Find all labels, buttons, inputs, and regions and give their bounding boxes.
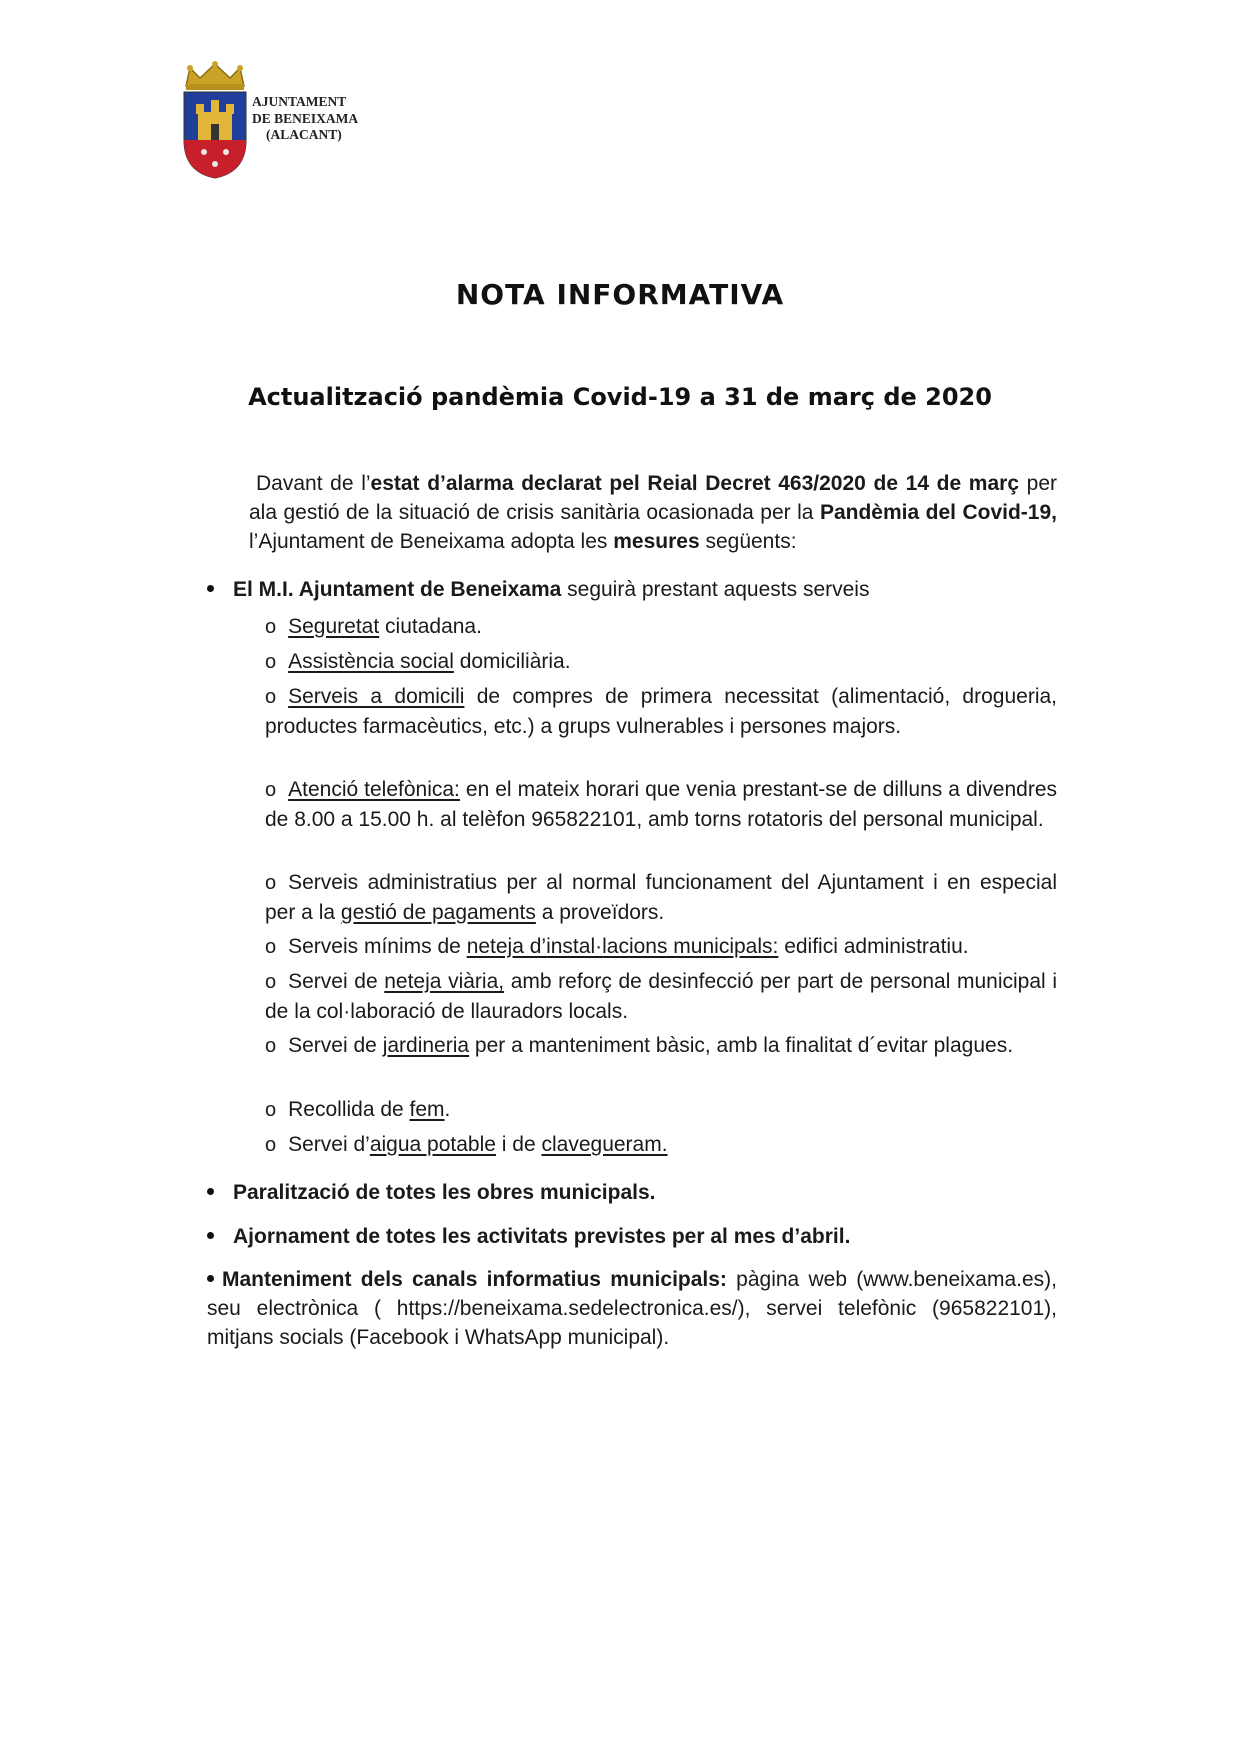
service-text-pre: Servei de: [288, 1034, 383, 1057]
intro-text-1: Davant de l’: [256, 472, 371, 495]
service-item: [265, 967, 1057, 1026]
service-text: edifici administratiu.: [778, 935, 969, 958]
bullet-icon: [207, 1275, 214, 1282]
bullet-activities: [207, 1222, 850, 1251]
circle-bullet-icon: o: [265, 616, 277, 638]
bullet-works-text: Paralització de totes les obres municipals.: [233, 1181, 656, 1204]
service-item: [265, 1095, 1057, 1125]
service-text: a proveïdors.: [535, 901, 665, 924]
service-item: [265, 682, 1057, 741]
page-subtitle: Actualització pandèmia Covid-19 a 31 de març de 2020: [248, 383, 992, 411]
service-text-pre: Servei de: [288, 970, 385, 993]
intro-text-2: per ala gestió de la situació de crisis sanitària ocasionada per la: [249, 472, 1058, 524]
service-text-pre: Serveis administratius per al normal funcionament del Ajuntament i en especial per a la: [265, 871, 1057, 924]
intro-bold-3: mesures: [613, 530, 700, 553]
bullet-services-text: seguirà prestant aquests serveis: [561, 578, 870, 601]
service-text: en el mateix horari que venia prestant-se de dilluns a divendres de 8.00 a 15.00 h. al telèfon 965822101, amb torns rotatoris del personal municipal.: [265, 778, 1058, 831]
service-text: per a manteniment bàsic, amb la finalitat d´evitar plagues.: [469, 1034, 1014, 1057]
logo-text: [252, 94, 380, 144]
service-text-pre: Recollida de: [288, 1098, 410, 1121]
bullet-icon: [207, 1232, 214, 1239]
circle-bullet-icon: o: [265, 971, 277, 993]
service-item: [265, 932, 1057, 962]
intro-text-3: l’Ajuntament de Beneixama adopta les: [249, 530, 614, 553]
coat-of-arms-icon: [180, 60, 250, 180]
service-text-pre: Servei d’: [288, 1133, 370, 1156]
intro-paragraph: [249, 469, 1057, 556]
circle-bullet-icon: o: [265, 872, 277, 894]
bullet-services-bold: El M.I. Ajuntament de Beneixama: [233, 578, 562, 601]
service-item: [265, 775, 1057, 834]
service-underlined: Atenció telefònica:: [288, 778, 460, 801]
service-text: domiciliària.: [453, 650, 571, 673]
service-underlined: gestió de pagaments: [340, 901, 536, 924]
logo-line-3: (ALACANT): [266, 127, 342, 142]
service-underlined: Assistència social: [288, 650, 454, 673]
service-text-mid: i de: [495, 1133, 542, 1156]
service-item: [265, 868, 1057, 927]
bullet-services: [207, 575, 869, 604]
service-text: amb reforç de desinfecció per part de personal municipal i de la col·laboració de llauradors locals.: [265, 970, 1057, 1023]
page-title: NOTA INFORMATIVA: [455, 278, 785, 311]
service-underlined: neteja viària,: [384, 970, 505, 993]
service-underlined: jardineria: [382, 1034, 470, 1057]
service-text: .: [444, 1098, 451, 1121]
bullet-channels-bold: Manteniment dels canals informatius municipals:: [222, 1268, 727, 1291]
service-underlined: neteja d’instal·lacions municipals:: [466, 935, 779, 958]
intro-bold-2: Pandèmia del Covid-19,: [819, 501, 1057, 524]
bullet-icon: [207, 585, 214, 592]
circle-bullet-icon: o: [265, 1134, 277, 1156]
service-underlined: aigua potable: [369, 1133, 496, 1156]
service-text: ciutadana.: [379, 615, 482, 638]
circle-bullet-icon: o: [265, 1035, 277, 1057]
service-item: [265, 1031, 1057, 1061]
service-item: [265, 647, 1057, 677]
service-text-pre: Serveis mínims de: [288, 935, 467, 958]
circle-bullet-icon: o: [265, 1099, 277, 1121]
logo-line-1: AJUNTAMENT: [252, 94, 347, 109]
circle-bullet-icon: o: [265, 651, 277, 673]
circle-bullet-icon: o: [265, 686, 277, 708]
service-underlined: fem: [409, 1098, 445, 1121]
service-item: [265, 612, 1057, 642]
circle-bullet-icon: o: [265, 936, 277, 958]
service-underlined-2: clavegueram.: [541, 1133, 668, 1156]
intro-bold-1: estat d’alarma declarat pel Reial Decret 463/2020 de 14 de març: [370, 472, 1020, 495]
service-underlined: Serveis a domicili: [288, 685, 465, 708]
bullet-works: [207, 1178, 655, 1207]
bullet-activities-text: Ajornament de totes les activitats previstes per al mes d’abril.: [233, 1225, 851, 1248]
intro-text-4: següents:: [699, 530, 797, 553]
circle-bullet-icon: o: [265, 779, 277, 801]
service-item: [265, 1130, 1057, 1160]
service-underlined: Seguretat: [288, 615, 380, 638]
service-text: de compres de primera necessitat (alimentació, drogueria, productes farmacèutics, etc.) a grups vulnerables i persones majors.: [265, 685, 1057, 738]
logo-line-2: DE BENEIXAMA: [252, 110, 359, 126]
municipal-logo: [180, 60, 380, 190]
bullet-icon: [207, 1188, 214, 1195]
bullet-channels-text: pàgina web (www.beneixama.es), seu electrònica ( https://beneixama.sedelectronica.es/), servei telefònic (965822101), mitjans socials (Facebook i WhatsApp municipal).: [207, 1268, 1057, 1349]
bullet-channels: [207, 1265, 1057, 1352]
